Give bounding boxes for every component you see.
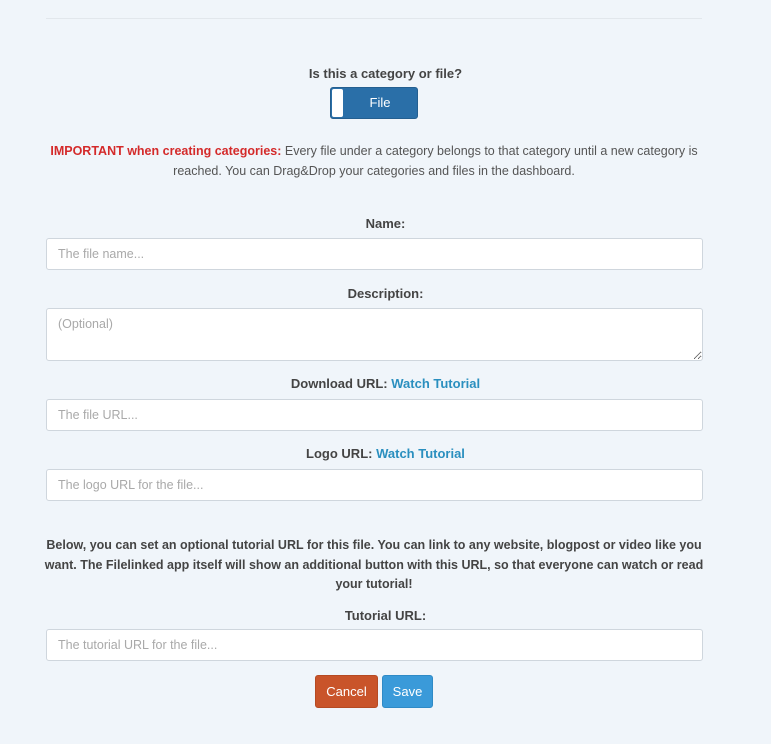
toggle-handle[interactable] <box>332 89 343 117</box>
logo-url-tutorial-link[interactable]: Watch Tutorial <box>376 446 465 461</box>
category-notice <box>40 141 708 181</box>
cancel-button[interactable]: Cancel <box>315 675 378 708</box>
type-question-label: Is this a category or file? <box>308 66 463 81</box>
logo-url-label <box>0 446 771 461</box>
category-file-toggle[interactable] <box>330 87 418 119</box>
download-url-label <box>0 376 771 391</box>
tutorial-url-input[interactable] <box>46 629 703 661</box>
tutorial-info-text: Below, you can set an optional tutorial URL for this file. You can link to any website, blogpost or video like you want. The Filelinked app itself will show an additional button with this URL, so that everyone can watch or read your tutorial! <box>44 538 704 591</box>
name-input[interactable] <box>46 238 703 270</box>
download-url-tutorial-link[interactable]: Watch Tutorial <box>391 376 481 391</box>
download-url-input[interactable] <box>46 399 703 431</box>
toggle-value-label: File <box>369 95 391 110</box>
description-label: Description: <box>347 286 424 301</box>
tutorial-url-label: Tutorial URL: <box>344 608 427 623</box>
download-url-label-text: Download URL: <box>290 376 388 391</box>
logo-url-input[interactable] <box>46 469 703 501</box>
logo-url-label-text: Logo URL: <box>306 446 373 461</box>
name-label: Name: <box>365 216 406 231</box>
save-button[interactable]: Save <box>382 675 433 708</box>
description-textarea[interactable] <box>46 308 703 361</box>
notice-important-label: IMPORTANT when creating categories: <box>50 144 282 158</box>
notice-text: Every file under a category belongs to that category until a new category is reached. You can Drag&Drop your categories and files in the dashboard. <box>173 144 698 178</box>
top-divider <box>46 18 702 19</box>
